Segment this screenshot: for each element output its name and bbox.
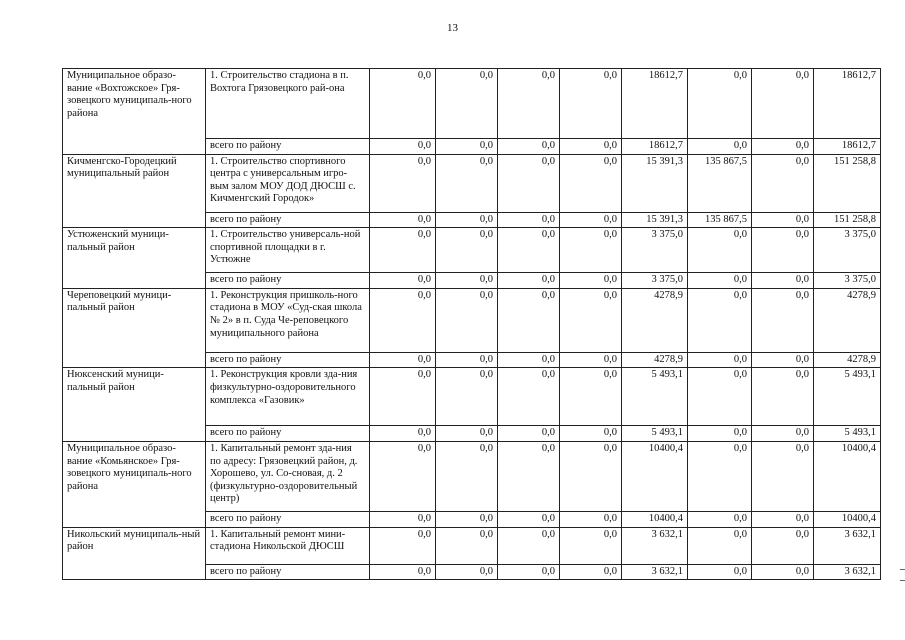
project-cell: 1. Реконструкция пришколь-ного стадиона в МОУ «Суд-ская школа № 2» в п. Суда Че-реповецкого муниципального района [206,288,370,352]
total-value-cell: 18612,7 [814,139,881,155]
total-value-cell: 0,0 [560,212,622,228]
value-cell: 15 391,3 [622,154,688,212]
value-cell: 0,0 [752,368,814,426]
value-cell: 4278,9 [814,288,881,352]
value-cell: 0,0 [560,154,622,212]
total-value-cell: 0,0 [370,426,436,442]
edge-mark [900,569,905,570]
total-value-cell: 0,0 [560,426,622,442]
project-cell: 1. Капитальный ремонт зда-ния по адресу: Грязовецкий район, д. Хорошево, ул. Со-сновая, д. 2 (физкультурно-оздоровительный центр) [206,441,370,511]
total-value-cell: 0,0 [370,511,436,527]
total-value-cell: 0,0 [436,352,498,368]
value-cell: 0,0 [436,154,498,212]
value-cell: 151 258,8 [814,154,881,212]
value-cell: 0,0 [498,69,560,139]
total-value-cell: 5 493,1 [622,426,688,442]
total-value-cell: 0,0 [370,212,436,228]
value-cell: 0,0 [752,441,814,511]
total-value-cell: 5 493,1 [814,426,881,442]
total-value-cell: 3 375,0 [814,273,881,289]
total-value-cell: 0,0 [498,511,560,527]
total-value-cell: 0,0 [498,352,560,368]
value-cell: 0,0 [688,228,752,273]
total-value-cell: 0,0 [752,352,814,368]
project-cell: 1. Капитальный ремонт мини-стадиона Никольской ДЮСШ [206,527,370,564]
value-cell: 0,0 [436,288,498,352]
total-value-cell: 0,0 [436,564,498,580]
value-cell: 0,0 [370,228,436,273]
total-value-cell: 0,0 [560,511,622,527]
value-cell: 0,0 [688,441,752,511]
project-cell: 1. Строительство универсаль-ной спортивной площадки в г. Устюжне [206,228,370,273]
total-value-cell: 0,0 [752,426,814,442]
value-cell: 0,0 [688,288,752,352]
total-value-cell: 135 867,5 [688,212,752,228]
value-cell: 0,0 [436,441,498,511]
value-cell: 10400,4 [622,441,688,511]
total-value-cell: 0,0 [436,511,498,527]
total-value-cell: 0,0 [436,139,498,155]
project-cell: 1. Строительство спортивного центра с универсальным игро-вым залом МОУ ДОД ДЮСШ с. Кичменгский Городок» [206,154,370,212]
total-value-cell: 0,0 [560,139,622,155]
total-label: всего по району [206,273,370,289]
value-cell: 4278,9 [622,288,688,352]
value-cell: 0,0 [436,368,498,426]
table-row [63,69,881,139]
total-value-cell: 0,0 [752,273,814,289]
total-value-cell: 3 632,1 [814,564,881,580]
total-value-cell: 0,0 [370,139,436,155]
total-label: всего по району [206,212,370,228]
value-cell: 3 375,0 [814,228,881,273]
value-cell: 0,0 [752,154,814,212]
value-cell: 5 493,1 [622,368,688,426]
total-value-cell: 0,0 [688,352,752,368]
value-cell: 0,0 [560,69,622,139]
table-row [63,154,881,212]
value-cell: 0,0 [436,527,498,564]
total-value-cell: 0,0 [498,212,560,228]
total-value-cell: 0,0 [752,212,814,228]
total-label: всего по району [206,426,370,442]
total-value-cell: 0,0 [498,273,560,289]
total-value-cell: 0,0 [752,564,814,580]
total-value-cell: 10400,4 [622,511,688,527]
total-value-cell: 0,0 [498,564,560,580]
total-value-cell: 0,0 [688,426,752,442]
value-cell: 0,0 [498,527,560,564]
value-cell: 0,0 [498,441,560,511]
total-value-cell: 0,0 [560,273,622,289]
municipality-cell: Череповецкий муници-пальный район [63,288,206,368]
total-label: всего по району [206,139,370,155]
total-value-cell: 18612,7 [622,139,688,155]
total-value-cell: 0,0 [436,426,498,442]
value-cell: 0,0 [560,368,622,426]
value-cell: 0,0 [498,228,560,273]
total-value-cell: 0,0 [436,273,498,289]
total-value-cell: 0,0 [498,426,560,442]
value-cell: 3 632,1 [814,527,881,564]
total-value-cell: 0,0 [498,139,560,155]
value-cell: 0,0 [752,527,814,564]
total-value-cell: 15 391,3 [622,212,688,228]
project-cell: 1. Строительство стадиона в п. Вохтога Грязовецкого рай-она [206,69,370,139]
value-cell: 0,0 [560,527,622,564]
value-cell: 0,0 [436,228,498,273]
edge-mark [900,580,905,581]
total-value-cell: 0,0 [688,139,752,155]
total-value-cell: 3 632,1 [622,564,688,580]
total-value-cell: 0,0 [370,564,436,580]
total-value-cell: 0,0 [560,352,622,368]
total-value-cell: 0,0 [560,564,622,580]
value-cell: 0,0 [752,288,814,352]
total-value-cell: 0,0 [436,212,498,228]
table-row [63,527,881,564]
value-cell: 135 867,5 [688,154,752,212]
municipality-cell: Устюженский муници-пальный район [63,228,206,289]
value-cell: 0,0 [560,441,622,511]
total-value-cell: 0,0 [370,273,436,289]
total-value-cell: 10400,4 [814,511,881,527]
value-cell: 0,0 [688,527,752,564]
value-cell: 0,0 [688,69,752,139]
value-cell: 0,0 [370,368,436,426]
project-cell: 1. Реконструкция кровли зда-ния физкультурно-оздоровительного комплекса «Газовик» [206,368,370,426]
municipality-cell: Кичменгско-Городецкий муниципальный район [63,154,206,228]
value-cell: 0,0 [370,441,436,511]
total-value-cell: 0,0 [370,352,436,368]
total-value-cell: 0,0 [688,511,752,527]
municipality-cell: Нюксенский муници-пальный район [63,368,206,442]
table-row [63,228,881,273]
value-cell: 0,0 [560,228,622,273]
table-row [63,441,881,511]
value-cell: 0,0 [370,154,436,212]
value-cell: 5 493,1 [814,368,881,426]
table-row [63,368,881,426]
total-value-cell: 0,0 [752,511,814,527]
value-cell: 0,0 [498,368,560,426]
value-cell: 3 632,1 [622,527,688,564]
total-value-cell: 4278,9 [622,352,688,368]
total-value-cell: 0,0 [752,139,814,155]
total-value-cell: 0,0 [688,273,752,289]
value-cell: 0,0 [498,288,560,352]
value-cell: 0,0 [436,69,498,139]
municipality-cell: Муниципальное образо-вание «Вохтожское» Гря-зовецкого муниципаль-ного района [63,69,206,155]
table-row [63,288,881,352]
municipality-cell: Никольский муниципаль-ный район [63,527,206,580]
value-cell: 0,0 [688,368,752,426]
value-cell: 0,0 [370,69,436,139]
municipality-cell: Муниципальное образо-вание «Комьянское» Гря-зовецкого муниципаль-ного района [63,441,206,527]
table-body [63,69,881,580]
total-value-cell: 0,0 [688,564,752,580]
value-cell: 10400,4 [814,441,881,511]
total-value-cell: 151 258,8 [814,212,881,228]
total-label: всего по району [206,352,370,368]
total-label: всего по району [206,511,370,527]
value-cell: 0,0 [498,154,560,212]
value-cell: 18612,7 [622,69,688,139]
total-value-cell: 3 375,0 [622,273,688,289]
value-cell: 3 375,0 [622,228,688,273]
page-number: 13 [447,22,458,34]
total-value-cell: 4278,9 [814,352,881,368]
funding-table [62,68,881,580]
value-cell: 0,0 [370,288,436,352]
value-cell: 18612,7 [814,69,881,139]
value-cell: 0,0 [370,527,436,564]
total-label: всего по району [206,564,370,580]
value-cell: 0,0 [752,228,814,273]
value-cell: 0,0 [560,288,622,352]
value-cell: 0,0 [752,69,814,139]
